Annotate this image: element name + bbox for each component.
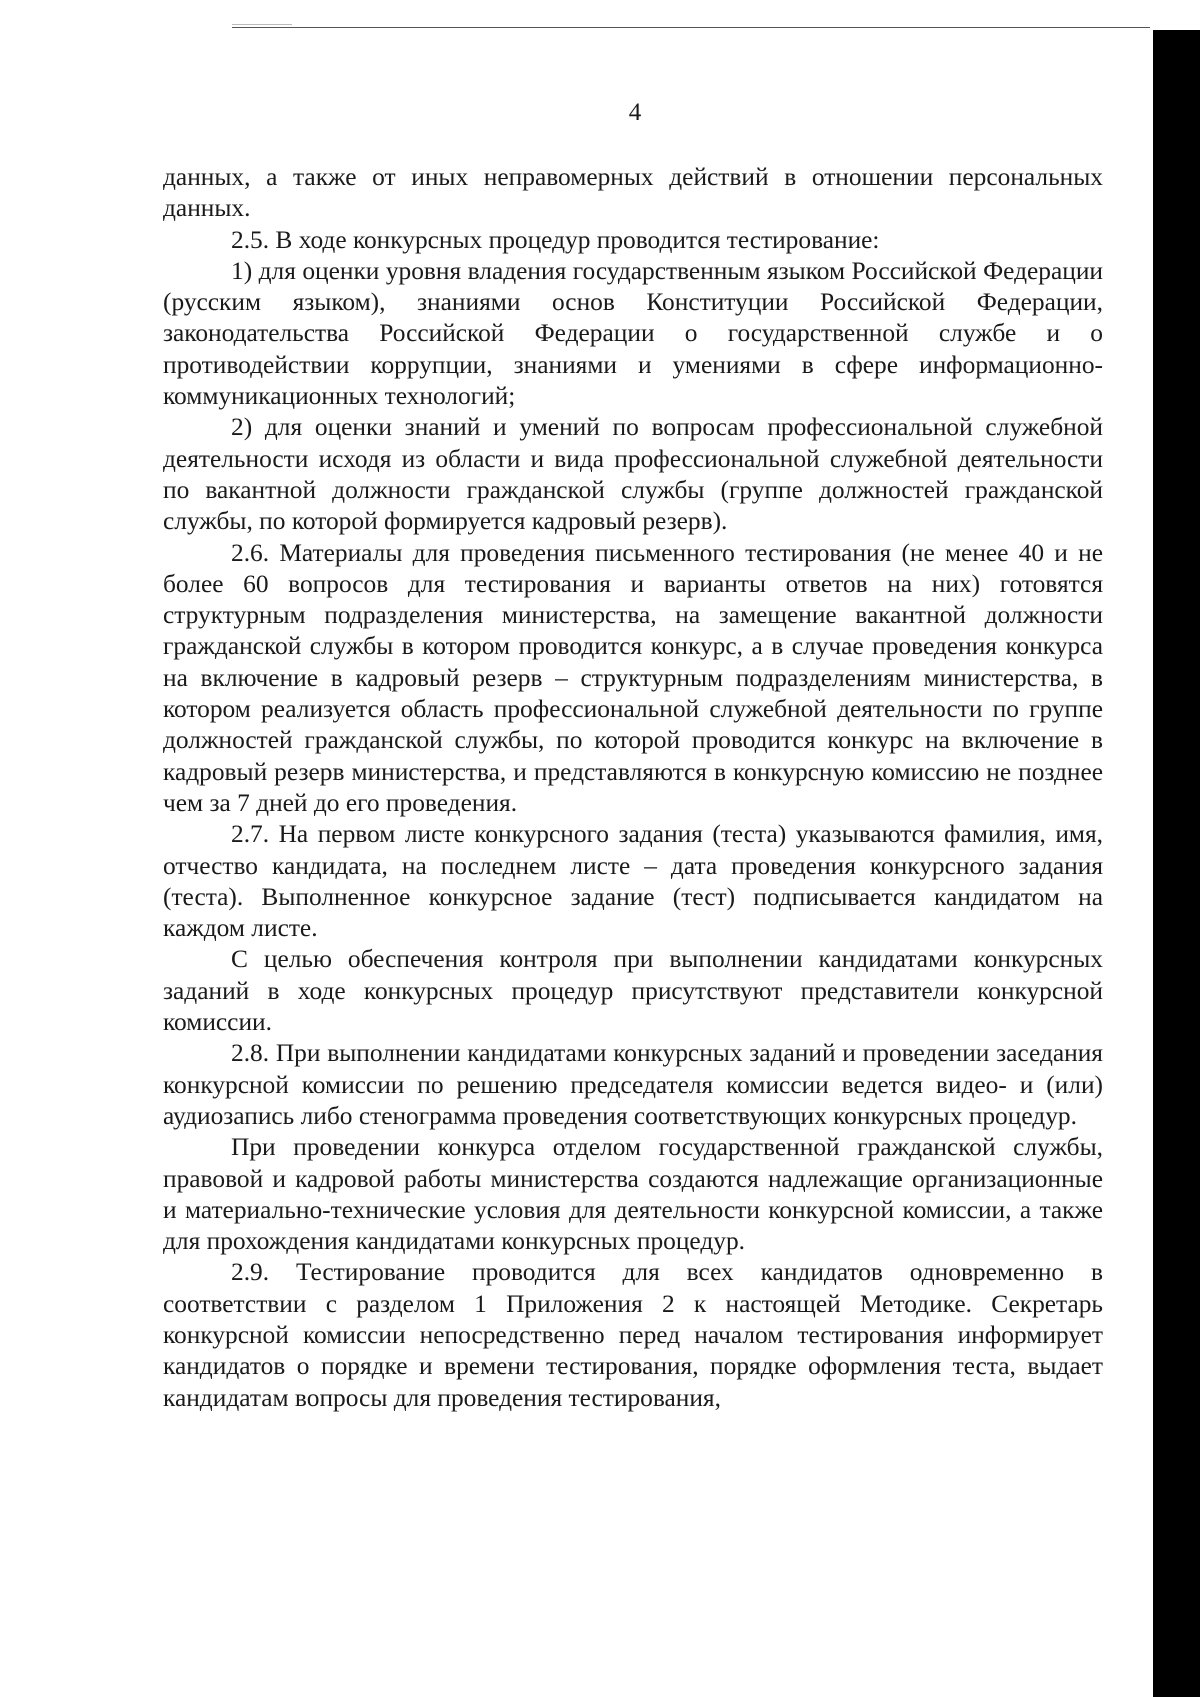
paragraph-2-7-control: С целью обеспечения контроля при выполнении кандидатами конкурсных заданий в ходе конкурсных процедур присутствуют представители конкурсной комиссии. [163, 945, 1103, 1037]
page-number: 4 [628, 99, 642, 126]
paragraph-continuation: данных, а также от иных неправомерных действий в отношении персональных данных. [163, 163, 1103, 223]
paragraph-2-8: 2.8. При выполнении кандидатами конкурсных заданий и проведении заседания конкурсной комиссии по решению председателя комиссии ведется видео- и (или) аудиозапись либо стенограмма проведения соответствующих конкурсных процедур. [163, 1039, 1103, 1130]
document-body [163, 162, 1103, 1414]
paragraph-2-6: 2.6. Материалы для проведения письменного тестирования (не менее 40 и не более 60 вопросов для тестирования и варианты ответов на них) готовятся структурным подразделения министерства, на замещение вакантной должности гражданской службы в котором проводится конкурс, а в случае проведения конкурса на включение в кадровый резерв – структурным подразделениям министерства, в котором реализуется область профессиональной служебной деятельности по группе должностей гражданской службы, по которой проводится конкурс на включение в кадровый резерв министерства, и представляются в конкурсную комиссию не позднее чем за 7 дней до его проведения. [163, 538, 1103, 817]
paragraph-2-9: 2.9. Тестирование проводится для всех кандидатов одновременно в соответствии с разделом 1 Приложения 2 к настоящей Методике. Секретарь конкурсной комиссии непосредственно перед началом тестирования информирует кандидатов о порядке и времени тестирования, порядке оформления теста, выдает кандидатам вопросы для проведения тестирования, [163, 1258, 1103, 1412]
paragraph-2-5-item-2: 2) для оценки знаний и умений по вопросам профессиональной служебной деятельности исходя из области и вида профессиональной служебной деятельности по вакантной должности гражданской службы (группе должностей гражданской службы, по которой формируется кадровый резерв). [163, 413, 1103, 536]
paragraph-2-5-item-1: 1) для оценки уровня владения государственным языком Российской Федерации (русским языком), знаниями основ Конституции Российской Федерации, законодательства Российской Федерации о государственной службе и о противодействии коррупции, знаниями и умениями в сфере информационно-коммуникационных технологий; [163, 256, 1103, 411]
scan-edge-mark [232, 24, 292, 25]
paragraph-2-7: 2.7. На первом листе конкурсного задания (теста) указываются фамилия, имя, отчество кандидата, на последнем листе – дата проведения конкурсного задания (теста). Выполненное конкурсное задание (тест) подписывается кандидатом на каждом листе. [163, 820, 1103, 943]
scan-top-edge [232, 27, 1150, 28]
paragraph-2-5: 2.5. В ходе конкурсных процедур проводится тестирование: [231, 225, 880, 254]
scan-shadow-bar [1153, 30, 1200, 1697]
paragraph-2-8-conditions: При проведении конкурса отделом государственной гражданской службы, правовой и кадровой работы министерства создаются надлежащие организационные и материально-технические условия для деятельности конкурсной комиссии, а также для прохождения кандидатами конкурсных процедур. [163, 1133, 1103, 1256]
